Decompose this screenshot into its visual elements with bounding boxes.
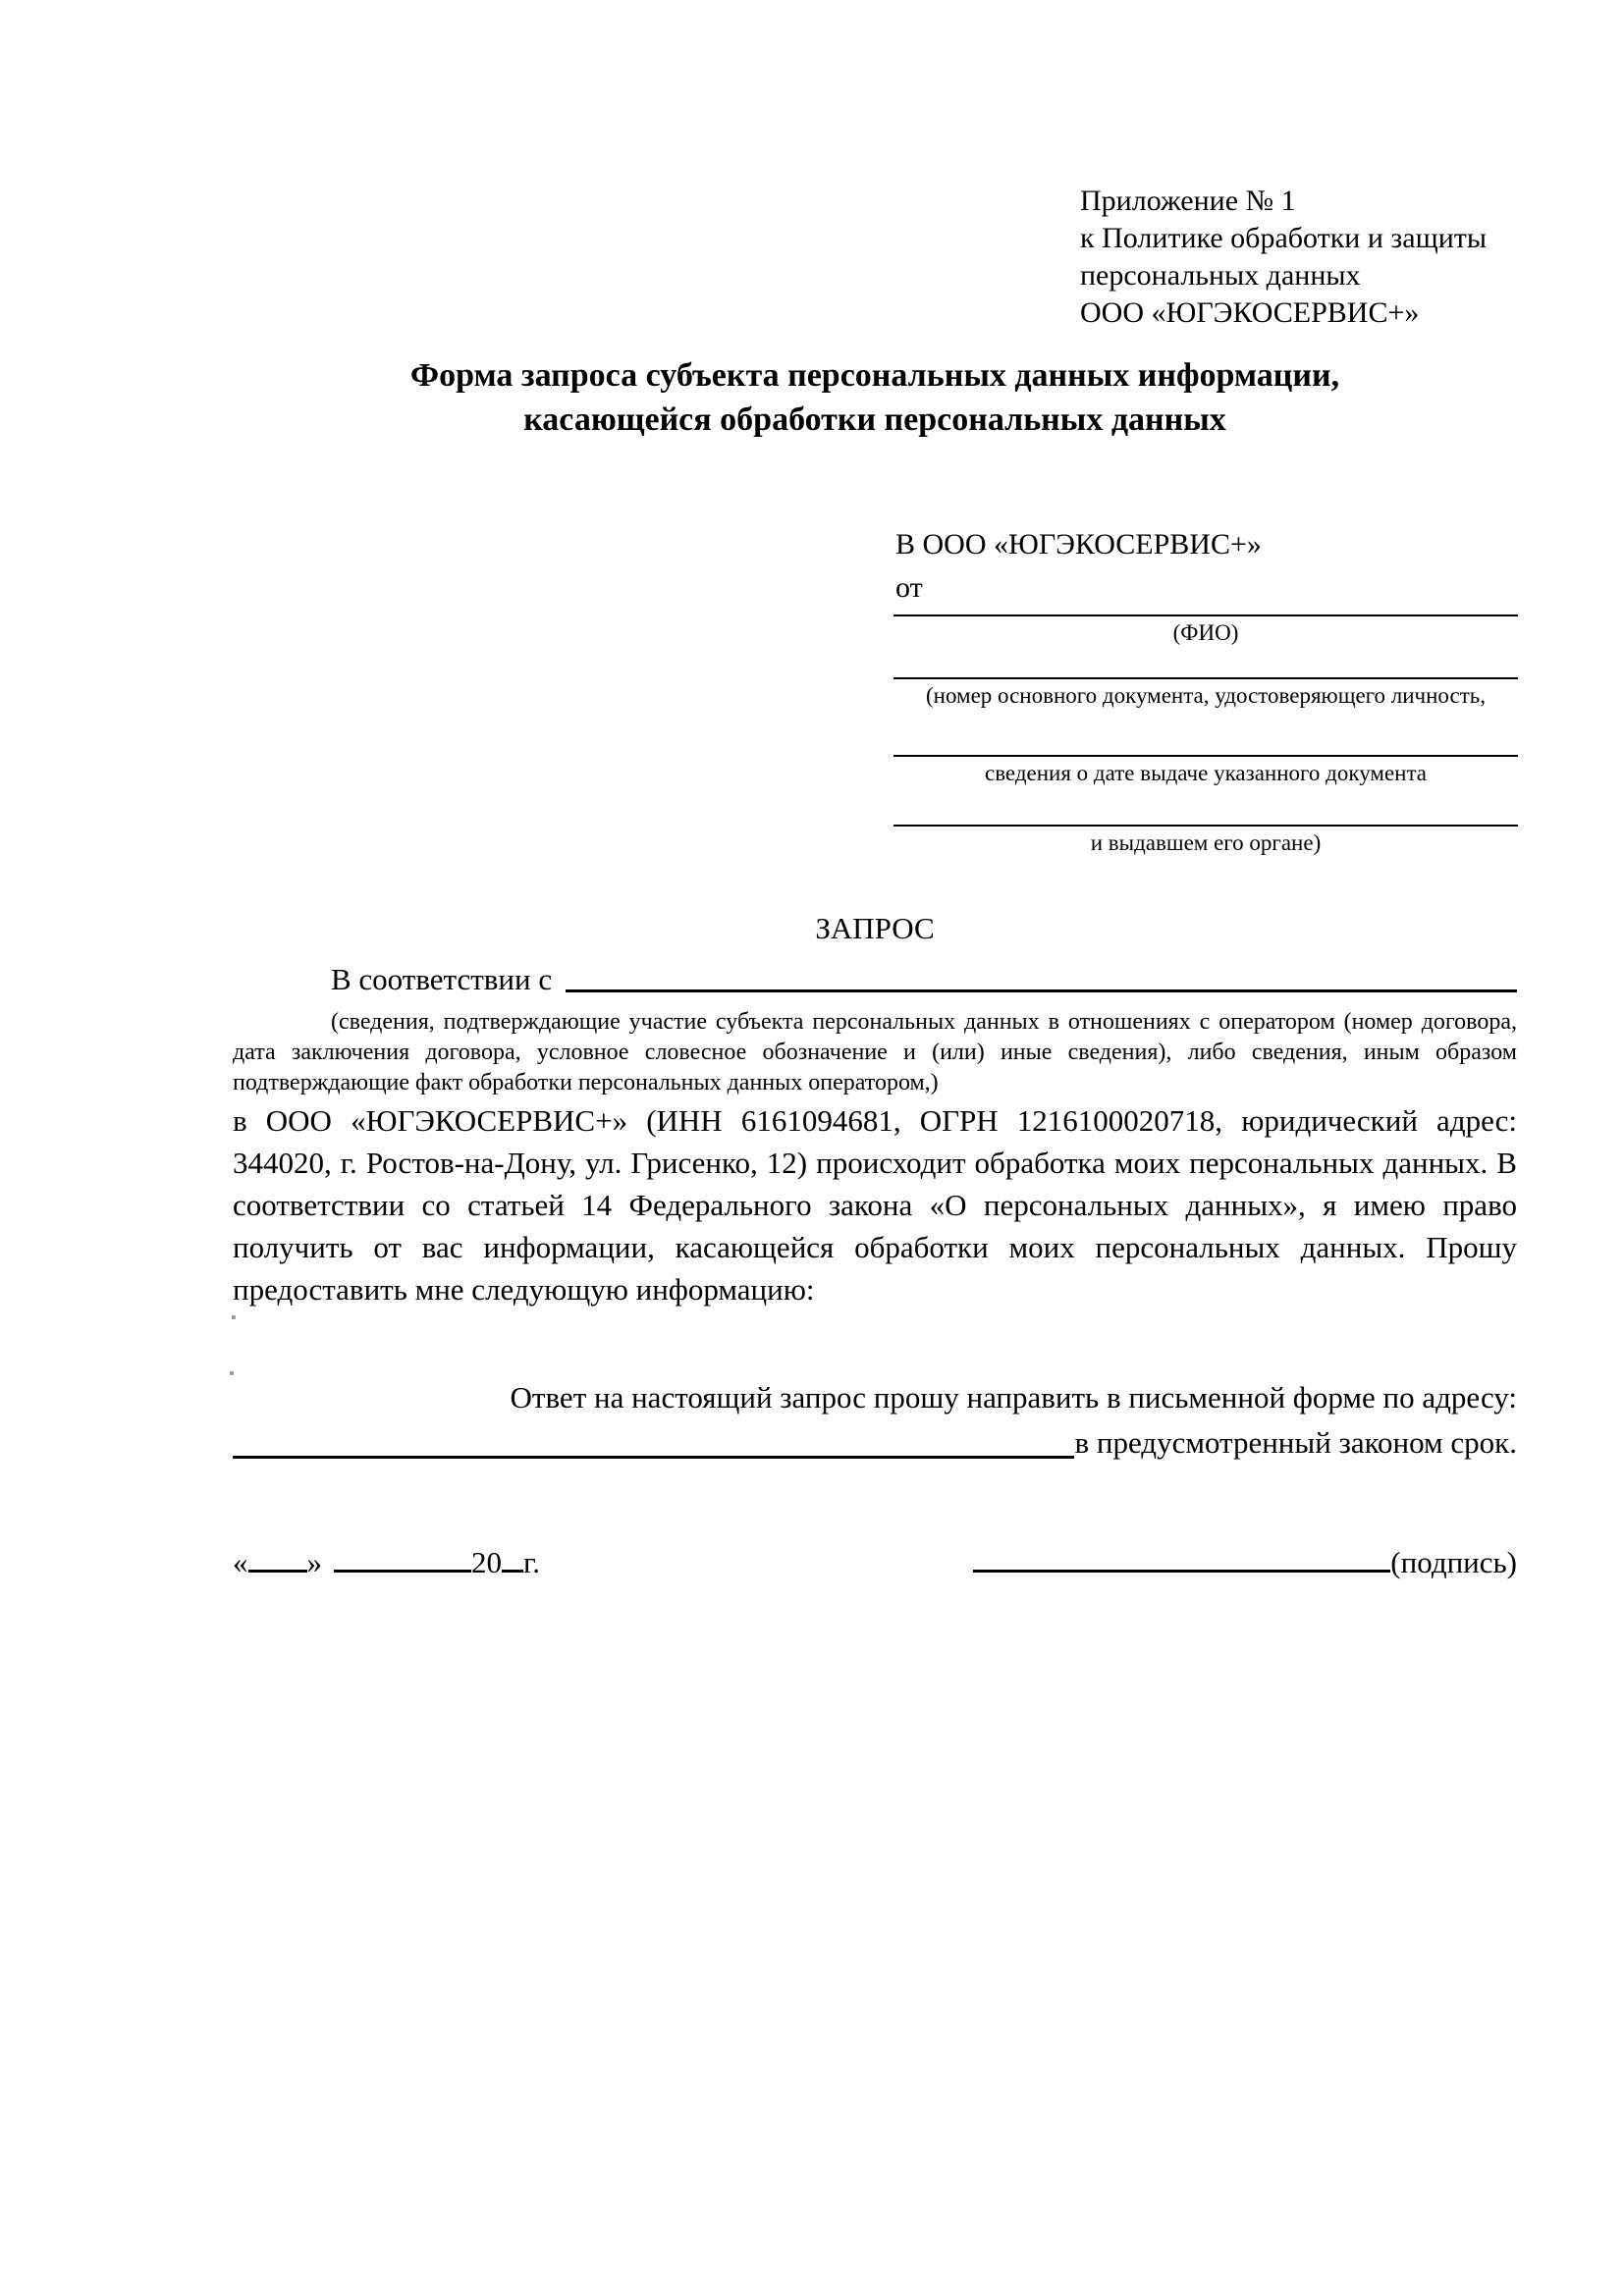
fio-blank-field[interactable] — [893, 614, 1518, 616]
relationship-details-blank-field[interactable] — [566, 989, 1517, 992]
signature-caption: (подпись) — [1390, 1545, 1517, 1579]
reply-instruction-line: Ответ на настоящий запрос прошу направить в письменной форме по адресу: — [510, 1380, 1517, 1415]
document-title — [233, 353, 1517, 442]
addressee-block — [893, 528, 1518, 881]
document-number-caption: (номер основного документа, удостоверяющего личность, — [925, 683, 1486, 708]
issue-date-caption: сведения о дате выдаче указанного документа — [984, 761, 1428, 785]
request-intro-prefix: В соответствии с — [331, 962, 553, 996]
signature-field-group — [973, 1539, 1517, 1580]
intro-fine-print: (сведения, подтверждающие участие субъекта персональных данных в отношениях с оператором (номер договора, дата заключения договора, условное словесное обозначение и (или) иные сведения), либо сведения, иным образом подтверждающие факт обработки персональных данных оператором,) — [233, 1009, 1517, 1095]
date-close-quote: » — [306, 1545, 322, 1579]
reply-deadline-text: в предусмотренный законом срок. — [1074, 1425, 1517, 1460]
date-open-quote: « — [233, 1545, 248, 1579]
request-heading: ЗАПРОС — [815, 911, 935, 945]
fio-caption: (ФИО) — [1172, 620, 1239, 645]
appendix-header-line-1: Приложение № 1 — [1080, 185, 1296, 217]
issue-date-blank-field[interactable] — [893, 755, 1518, 757]
reply-paragraph — [233, 1376, 1517, 1464]
day-blank-field[interactable] — [248, 1539, 307, 1573]
reply-address-row — [233, 1421, 1517, 1464]
date-field-group — [233, 1539, 540, 1580]
year-suffix: г. — [523, 1545, 540, 1579]
issuing-authority-blank-field[interactable] — [893, 825, 1518, 827]
document-number-blank-field[interactable] — [893, 677, 1518, 679]
reply-address-blank-field[interactable] — [233, 1456, 1074, 1459]
year-prefix: 20 — [471, 1545, 502, 1579]
addressee-company: В ООО «ЮГЭКОСЕРВИС+» — [895, 528, 1262, 561]
issuing-authority-caption: и выдавшем его органе) — [1090, 830, 1322, 855]
request-body-paragraph: в ООО «ЮГЭКОСЕРВИС+» (ИНН 6161094681, ОГРН 1216100020718, юридический адрес: 344020, г. Ростов-на-Дону, ул. Грисенко, 12) происходит обработка моих персональных данных. В соответствии со статьей 14 Федерального закона «О персональных данных», я имею право получить от вас информации, касающейся обработки моих персональных данных. Прошу предоставить мне следующую информацию: — [233, 1103, 1517, 1307]
list-marker-dot — [230, 1371, 234, 1375]
signature-blank-field[interactable] — [973, 1539, 1390, 1573]
addressee-from-label: от — [895, 571, 923, 604]
document-title-line-2: касающейся обработки персональных данных — [523, 401, 1226, 438]
document-title-line-1: Форма запроса субъекта персональных данных информации, — [409, 357, 1340, 394]
appendix-header-line-2: к Политике обработки и защиты — [1080, 222, 1488, 254]
month-blank-field[interactable] — [334, 1539, 471, 1573]
list-marker-dot — [232, 1315, 236, 1319]
request-intro-row — [233, 962, 1517, 997]
date-signature-row — [233, 1539, 1517, 1580]
appendix-header-line-4: ООО «ЮГЭКОСЕРВИС+» — [1080, 296, 1420, 329]
appendix-header — [1080, 183, 1551, 332]
appendix-header-line-3: персональных данных — [1080, 259, 1361, 292]
year-blank-field[interactable] — [502, 1539, 523, 1573]
